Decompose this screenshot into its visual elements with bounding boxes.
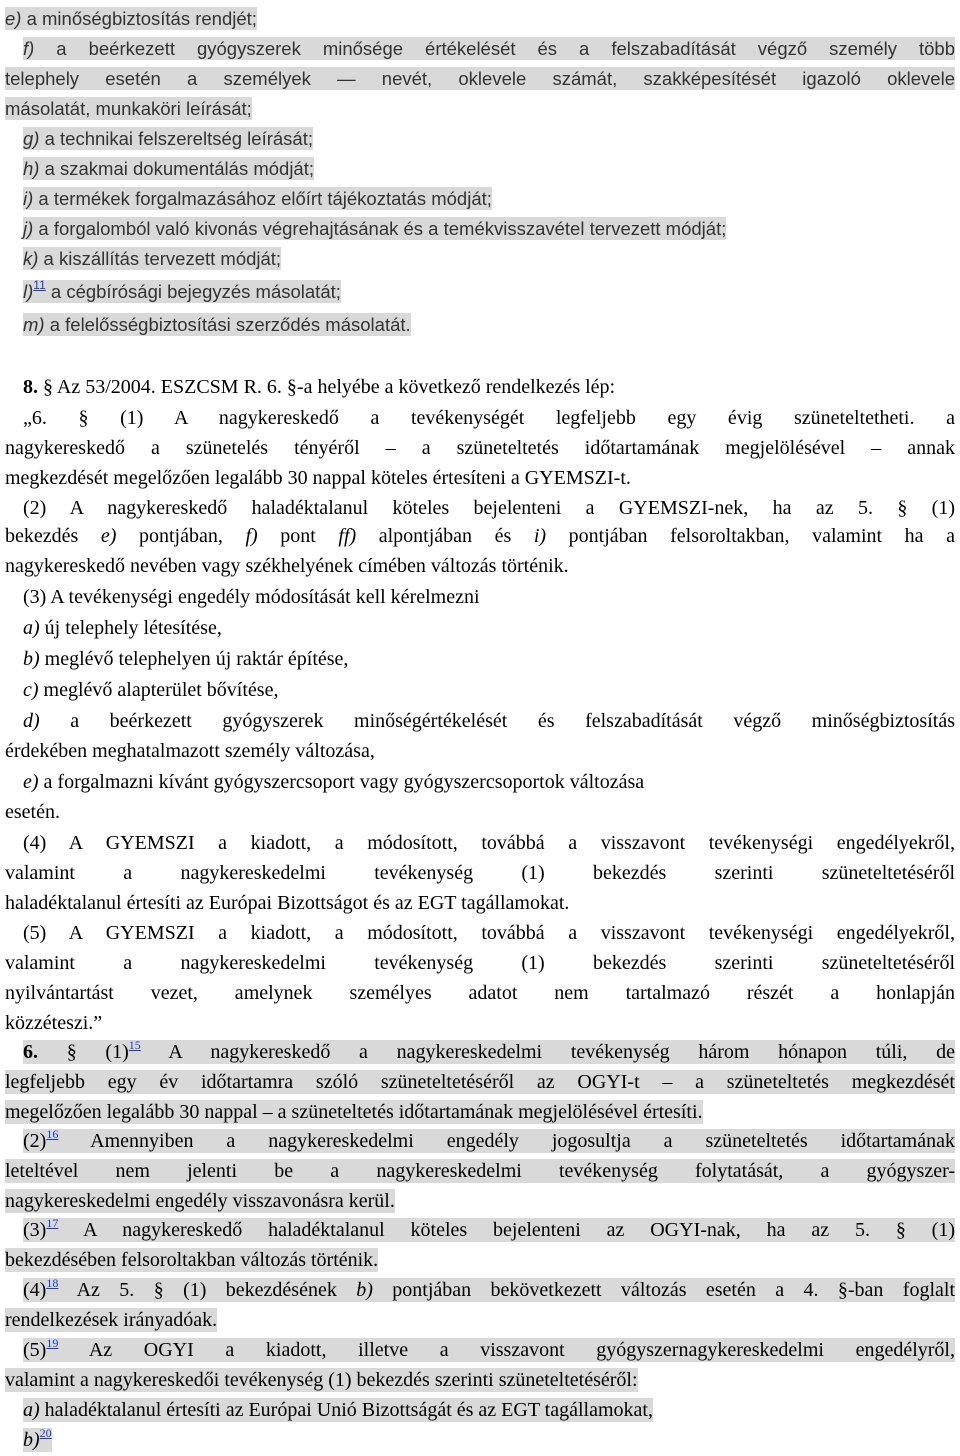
para-5-line-4: közzéteszi.”: [5, 1012, 103, 1034]
para-3-intro: (3) A tevékenységi engedély módosítását kell kérelmezni: [23, 586, 480, 608]
section-6-line-2: nagykereskedő a szünetelés tényéről – a szüneteltetés időtartamának megjelölésével – annak: [5, 437, 955, 459]
para-3-item-d-cont: érdekében meghatalmazott személy változása,: [5, 740, 375, 762]
old-para-2-line-3: nagykereskedelmi engedély visszavonásra kerül.: [5, 1190, 395, 1212]
para-3-item-e: e) a forgalmazni kívánt gyógyszercsoport vagy gyógyszercsoportok változása: [23, 771, 645, 793]
footnote-link-16[interactable]: 16: [46, 1127, 59, 1141]
list-item-f: f) a beérkezett gyógyszerek minősége értékelését és a felszabadítását végző személy több: [23, 38, 955, 59]
para-2-line-2: bekezdés e) pontjában, f) pont ff) alpontjában és i) pontjában felsoroltakban, valamint ha a: [5, 525, 955, 547]
footnote-link-20[interactable]: 20: [39, 1426, 52, 1440]
list-item-i: i) a termékek forgalmazásához előírt tájékoztatás módját;: [23, 188, 492, 209]
para-2-line-1: (2) A nagykereskedő haladéktalanul köteles bejelenteni a GYEMSZI-nek, ha az 5. § (1): [23, 497, 956, 519]
para-2-line-3: nagykereskedő nevében vagy székhelyének címében változás történik.: [5, 555, 569, 577]
section-6-line-3: megkezdését megelőzően legalább 30 nappal köteles értesíteni a GYEMSZI-t.: [5, 467, 631, 489]
old-section-6-line-2: legfeljebb egy év időtartamra szóló szüneteltetéséről az OGYI-t – a szüneteltetés megkezdését: [5, 1071, 955, 1093]
footnote-link-11[interactable]: 11: [33, 278, 46, 292]
section-6-line-1: „6. § (1) A nagykereskedő a tevékenységét legfeljebb egy évig szüneteltetheti. a: [23, 407, 955, 429]
list-item-f-cont: telephely esetén a személyek — nevét, oklevele számát, szakképesítését igazoló oklevele: [5, 68, 955, 89]
para-3-item-a: a) új telephely létesítése,: [23, 617, 222, 639]
old-para-3-line-1: (3)$^{17}$ A nagykereskedő haladéktalanul köteles bejelenteni az OGYI-nak, ha az 5. § (1): [23, 1216, 955, 1241]
list-item-h: h) a szakmai dokumentálás módját;: [23, 158, 314, 179]
old-para-5-line-1: (5)$^{19}$ Az OGYI a kiadott, illetve a visszavont gyógyszernagykereskedelmi engedélyről,: [23, 1336, 955, 1361]
old-para-5-line-2: valamint a nagykereskedői tevékenység (1) bekezdés szerinti szüneteltetéséről:: [5, 1369, 638, 1391]
para-5-line-1: (5) A GYEMSZI a kiadott, a módosított, továbbá a visszavont tevékenységi engedélyekről,: [23, 922, 955, 944]
old-para-4-line-2: rendelkezések irányadóak.: [5, 1309, 218, 1331]
list-item-g: g) a technikai felszereltség leírását;: [23, 128, 313, 149]
list-item-m: m) a felelősségbiztosítási szerződés másolatát.: [23, 314, 411, 335]
old-section-6-line-1: 6. § (1)$^{15}$ A nagykereskedő a nagykereskedelmi tevékenység három hónapon túli, de: [23, 1038, 955, 1063]
list-item-e: e) a minőségbiztosítás rendjét;: [5, 8, 257, 29]
para-5-line-2: valamint a nagykereskedelmi tevékenység (1) bekezdés szerinti szüneteltetéséről: [5, 952, 955, 974]
footnote-link-18[interactable]: 18: [46, 1276, 59, 1290]
old-para-4-line-1: (4)$^{18}$ Az 5. § (1) bekezdésének b) pontjában bekövetkezett változás esetén a 4. §-ban foglalt: [23, 1276, 956, 1301]
old-para-3-line-2: bekezdésében felsoroltakban változás történik.: [5, 1249, 379, 1271]
list-item-j: j) a forgalomból való kivonás végrehajtásának és a temékvisszavétel tervezett módját;: [23, 218, 727, 239]
list-item-f-cont2: másolatát, munkaköri leírását;: [5, 98, 252, 119]
para-3-item-b: b) meglévő telephelyen új raktár építése,: [23, 648, 349, 670]
para-3-item-e-cont: esetén.: [5, 801, 60, 823]
para-3-item-d: d) a beérkezett gyógyszerek minőségértékelését és felszabadítását végző minőségbiztosítás: [23, 710, 955, 732]
para-5-line-3: nyilvántartást vezet, amelynek személyes adatot nem tartalmazó részét a honlapján: [5, 982, 955, 1004]
old-para-2-line-2: leteltével nem jelenti be a nagykereskedelmi tevékenység folytatását, a gyógyszer-: [5, 1160, 955, 1182]
list-item-k: k) a kiszállítás tervezett módját;: [23, 248, 282, 269]
para-4-line-1: (4) A GYEMSZI a kiadott, a módosított, továbbá a visszavont tevékenységi engedélyekről,: [23, 832, 955, 854]
para-4-line-2: valamint a nagykereskedelmi tevékenység (1) bekezdés szerinti szüneteltetéséről: [5, 862, 955, 884]
amendment-heading: 8. § Az 53/2004. ESZCSM R. 6. §-a helyébe a következő rendelkezés lép:: [23, 376, 616, 398]
old-para-5-item-a: a) haladéktalanul értesíti az Európai Unió Bizottságát és az EGT tagállamokat,: [23, 1399, 653, 1421]
old-section-6-line-3: megelőzően legalább 30 nappal – a szüneteltetés időtartamának megjelölésével értesíti.: [5, 1101, 703, 1123]
old-para-2-line-1: (2)$^{16}$ Amennyiben a nagykereskedelmi engedély jogosultja a szüneteltetés időtartamának: [23, 1127, 955, 1152]
old-para-5-item-b: b)$^{20}$: [23, 1426, 52, 1451]
footnote-link-17[interactable]: 17: [46, 1216, 59, 1230]
footnote-link-15[interactable]: 15: [128, 1038, 141, 1052]
list-item-l: l)$^{11}$ a cégbírósági bejegyzés másolatát;: [23, 278, 341, 302]
footnote-link-19[interactable]: 19: [46, 1336, 59, 1350]
para-4-line-3: haladéktalanul értesíti az Európai Bizottságot és az EGT tagállamokat.: [5, 892, 570, 914]
para-3-item-c: c) meglévő alapterület bővítése,: [23, 679, 279, 701]
